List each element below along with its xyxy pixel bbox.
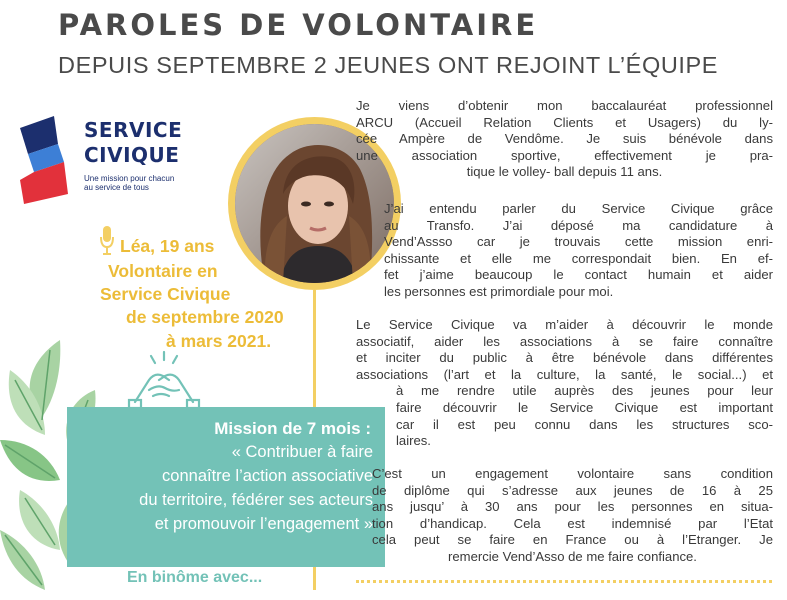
paragraph-line: chissante et elle me correspondait bien. En ef-: [384, 250, 773, 266]
logo-tagline-1: Une mission pour chacun: [84, 174, 175, 183]
mission-line-3: du territoire, fédérer ses acteurs: [139, 491, 373, 509]
dotted-divider: [356, 580, 772, 583]
paragraph-line: tique le volley- ball depuis 11 ans.: [466, 164, 663, 180]
paragraph-line: associatif, aider les associations à se faire connaître: [356, 333, 773, 349]
paragraph-line: tion d’handicap. Cela est indemnisé par l’Etat: [372, 515, 773, 531]
paragraph-line: de diplôme qui s’adresse aux jeunes de 16 à 25: [372, 482, 773, 498]
paragraph-line: J’ai entendu parler du Service Civique grâce: [384, 201, 773, 216]
paragraph-3: [356, 317, 773, 450]
handshake-icon: [125, 350, 203, 410]
paragraph-line: Le Service Civique va m’aider à découvrir le monde: [356, 317, 773, 332]
mission-box: [67, 407, 385, 567]
page-subtitle: DEPUIS SEPTEMBRE 2 JEUNES ONT REJOINT L’ÉQUIPE: [58, 52, 719, 78]
paragraph-line: cée Ampère de Vendôme. Je suis bénévole dans: [356, 131, 773, 147]
binome-text: En binôme avec...: [127, 569, 263, 586]
logo-tagline-2: au service de tous: [84, 183, 149, 192]
paragraph-line: Vend’Assso car je trouvais cette mission enri-: [384, 234, 773, 250]
logo-line-2: CIVIQUE: [84, 143, 180, 167]
paragraph-2: [384, 201, 773, 301]
logo-line-1: SERVICE: [84, 118, 183, 142]
service-civique-logo: [14, 112, 189, 207]
volunteer-role-line-1: Volontaire en: [108, 261, 218, 281]
paragraph-line: à me rendre utile auprès des jeunes pour leur: [396, 383, 773, 399]
paragraph-line: C’est un engagement volontaire sans condition: [372, 466, 773, 481]
volunteer-period-line-1: de septembre 2020: [126, 307, 284, 327]
mission-line-4: et promouvoir l’engagement »: [154, 515, 373, 533]
volunteer-period-line-2: à mars 2021.: [166, 331, 272, 351]
paragraph-line: cela peut se faire en France ou à l’Etranger. Je: [372, 532, 773, 548]
paragraph-line: Je viens d’obtenir mon baccalauréat professionnel: [356, 98, 773, 113]
paragraph-line: une association sportive, effectivement je pra-: [356, 147, 773, 163]
paragraph-line: au Transfo. J’ai déposé ma candidature à: [384, 217, 773, 233]
paragraph-1: [356, 98, 773, 181]
paragraph-line: les personnes est primordiale pour moi.: [384, 283, 614, 299]
page-title: PAROLES DE VOLONTAIRE: [58, 8, 539, 42]
service-civique-logo-mark: [14, 114, 74, 206]
microphone-icon: [100, 226, 114, 256]
paragraph-line: laires.: [396, 433, 431, 449]
paragraph-line: fet j’aime beaucoup le contact humain et aider: [384, 267, 773, 283]
mission-title: Mission de 7 mois :: [214, 419, 371, 438]
volunteer-role-line-2: Service Civique: [100, 284, 231, 304]
paragraph-4: [372, 466, 773, 566]
paragraph-line: remercie Vend’Asso de me faire confiance.: [448, 548, 697, 564]
mission-line-1: « Contribuer à faire: [231, 443, 373, 461]
paragraph-line: associations (l’art et la culture, la santé, le social...) et: [356, 366, 773, 382]
mission-line-2: connaître l’action associative: [162, 467, 373, 485]
paragraph-line: ARCU (Accueil Relation Clients et Usagers) du ly-: [356, 114, 773, 130]
volunteer-name-age: Léa, 19 ans: [120, 236, 215, 256]
paragraph-line: et inciter du public à être bénévole dans différentes: [356, 350, 773, 366]
paragraph-line: ans jusqu’ à 30 ans pour les personnes en situa-: [372, 499, 773, 515]
paragraph-line: car il est peu connu dans les structures sco-: [396, 416, 773, 432]
paragraph-line: faire découvrir le Service Civique est important: [396, 399, 773, 415]
